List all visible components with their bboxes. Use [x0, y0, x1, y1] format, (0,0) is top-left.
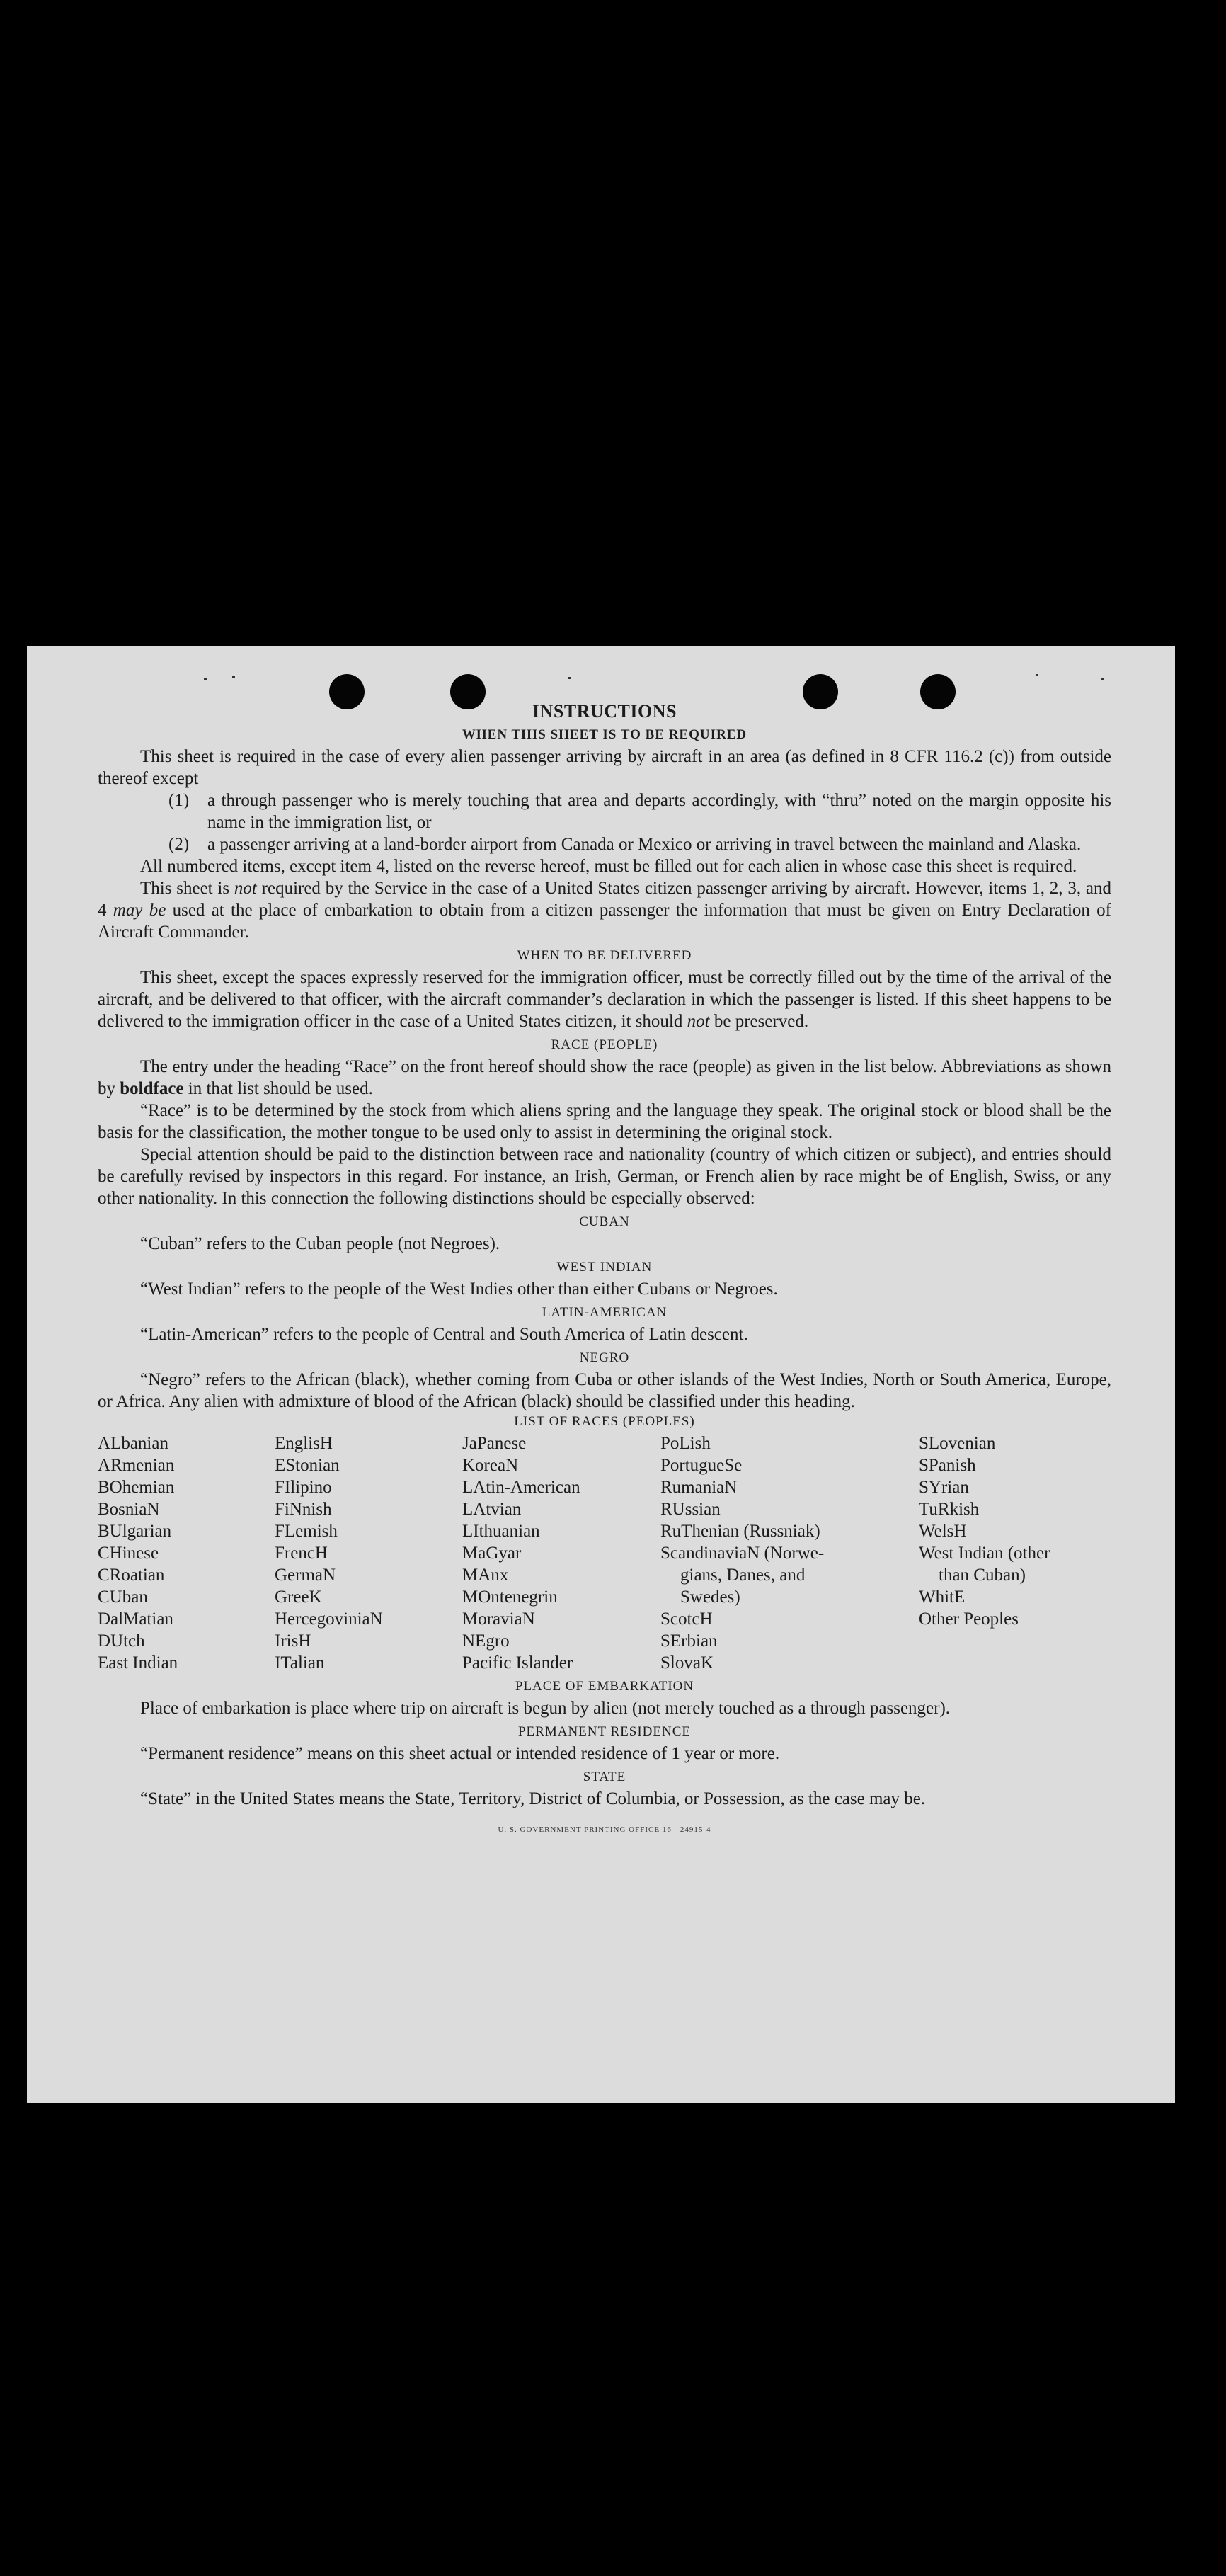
cuban-text: “Cuban” refers to the Cuban people (not Negroes). [140, 1234, 500, 1253]
race-entry: BUlgarian [98, 1522, 172, 1541]
when-required-intro: This sheet is required in the case of every alien passenger arriving by aircraft in an area (as defined in 8 CFR 116.2 (c)) from outside thereof except [98, 747, 1111, 788]
race-entry: ScotcH [660, 1609, 713, 1629]
race-entry: FiNnish [275, 1500, 332, 1519]
section-heading-west-indian: WEST INDIAN [556, 1260, 653, 1275]
race-entry: RuThenian (Russniak) [660, 1522, 820, 1541]
text-run: used at the place of embarkation to obtain from a citizen passenger the information that must be given on Entry Declaration of Aircraft Commander. [98, 901, 1112, 942]
race-entry: IrisH [275, 1631, 311, 1651]
race-entry: ALbanian [98, 1434, 168, 1453]
race-entry: FIlipino [275, 1478, 332, 1497]
emphasis: may be [113, 901, 166, 920]
race-list [98, 1432, 1111, 1674]
page-title: INSTRUCTIONS [532, 701, 677, 722]
section-heading-when-delivered: WHEN TO BE DELIVERED [517, 948, 692, 963]
race-entry: LAtin-American [462, 1478, 580, 1497]
item-number: (2) [168, 835, 190, 854]
race-entry: West Indian (other [919, 1544, 1050, 1563]
race-entry: DalMatian [98, 1609, 173, 1629]
race-para1 [98, 1056, 1111, 1100]
race-entry: Other Peoples [919, 1609, 1019, 1629]
speck [1036, 674, 1038, 676]
state-text: “State” in the United States means the State, Territory, District of Columbia, or Possession, as the case may be. [140, 1789, 926, 1808]
text-run: The entry under the heading “Race” on the front hereof should show the race (people) as given in the list below. Abbreviations as shown by [98, 1057, 1111, 1098]
section-heading-cuban: CUBAN [579, 1214, 630, 1229]
race-entry: ARmenian [98, 1456, 175, 1475]
when-delivered-para [98, 967, 1111, 1032]
race-entry: JaPanese [462, 1434, 527, 1453]
item-text: a passenger arriving at a land-border airport from Canada or Mexico or arriving in travel between the mainland and Alaska. [207, 835, 1082, 854]
race-entry: NEgro [462, 1631, 510, 1651]
latin-american-text: “Latin-American” refers to the people of Central and South America of Latin descent. [140, 1325, 748, 1344]
section-heading-latin-american: LATIN-AMERICAN [542, 1305, 668, 1320]
text-run: This sheet, except the spaces expressly reserved for the immigration officer, must be correctly filled out by the time of the arrival of the aircraft, and be delivered to that officer, with the aircraft commander’s declaration in which the passenger is listed. If this sheet happens to be delivered to the immigration officer in the case of a United States citizen, it should [98, 968, 1111, 1031]
race-entry: MOntenegrin [462, 1588, 558, 1607]
speck [232, 676, 235, 678]
when-required-para3 [98, 877, 1111, 943]
text-run: This sheet is [140, 879, 234, 898]
printing-office-footer: U. S. GOVERNMENT PRINTING OFFICE 16—24915-4 [498, 1825, 711, 1834]
bold-text: boldface [120, 1079, 184, 1098]
section-heading-residence: PERMANENT RESIDENCE [517, 1724, 692, 1739]
race-entry: gians, Danes, and [680, 1566, 806, 1585]
item-number: (1) [168, 791, 190, 810]
race-para2: “Race” is to be determined by the stock from which aliens spring and the language they speak. The original stock or blood shall be the basis for the classification, the mother tongue to be used only to assist in determining the original stock. [98, 1101, 1111, 1142]
section-heading-when-required: WHEN THIS SHEET IS TO BE REQUIRED [462, 727, 747, 742]
race-entry: CHinese [98, 1544, 159, 1563]
race-entry: WhitE [919, 1588, 966, 1607]
punch-hole [803, 674, 838, 709]
race-entry: Pacific Islander [462, 1653, 573, 1672]
race-entry: GermaN [275, 1566, 336, 1585]
text-run: required by the Service in the case of a United States citizen passenger arriving by aircraft. However, items 1, 2, 3, and 4 [98, 879, 1111, 920]
speck [568, 677, 571, 679]
race-entry: RumaniaN [660, 1478, 738, 1497]
list-item [98, 833, 1111, 855]
race-column [98, 1432, 275, 1674]
race-entry: CRoatian [98, 1566, 165, 1585]
race-column [462, 1432, 660, 1674]
race-entry: RUssian [660, 1500, 721, 1519]
race-entry: EnglisH [275, 1434, 333, 1453]
item-text: a through passenger who is merely touching that area and departs accordingly, with “thru” noted on the margin opposite his name in the immigration list, or [207, 791, 1111, 832]
punch-hole [450, 674, 486, 709]
race-column [660, 1432, 919, 1674]
race-entry: ScandinaviaN (Norwe- [660, 1544, 825, 1563]
when-required-para2: All numbered items, except item 4, listed on the reverse hereof, must be filled out for each alien in whose case this sheet is required. [140, 857, 1077, 876]
race-entry: EStonian [275, 1456, 340, 1475]
race-entry: SLovenian [919, 1434, 996, 1453]
section-heading-list-of-races: LIST OF RACES (PEOPLES) [514, 1414, 695, 1429]
race-para3: Special attention should be paid to the distinction between race and nationality (country of which citizen or subject), and entries should be carefully revised by inspectors in this regard. For instance, an Irish, German, or French alien by race might be of English, Swiss, or any other nationality. In this connection the following distinctions should be especially observed: [98, 1145, 1111, 1208]
race-entry: PortugueSe [660, 1456, 743, 1475]
race-entry: SPanish [919, 1456, 976, 1475]
residence-text: “Permanent residence” means on this sheet actual or intended residence of 1 year or more. [140, 1744, 780, 1763]
race-entry: MoraviaN [462, 1609, 535, 1629]
list-item [98, 790, 1111, 833]
instruction-sheet [27, 646, 1175, 2103]
speck [1101, 678, 1104, 680]
race-entry: MaGyar [462, 1544, 522, 1563]
punch-hole [920, 674, 956, 709]
section-heading-negro: NEGRO [579, 1350, 630, 1365]
race-entry: LAtvian [462, 1500, 522, 1519]
race-entry: East Indian [98, 1653, 178, 1672]
race-entry: Swedes) [680, 1588, 740, 1607]
speck [204, 678, 207, 680]
race-entry: ITalian [275, 1653, 325, 1672]
emphasis: not [234, 879, 257, 898]
section-heading-race: RACE (PEOPLE) [551, 1037, 658, 1052]
emphasis: not [687, 1012, 710, 1031]
race-entry: PoLish [660, 1434, 711, 1453]
race-entry: SErbian [660, 1631, 718, 1651]
section-heading-state: STATE [583, 1769, 626, 1784]
race-entry: WelsH [919, 1522, 967, 1541]
race-column [919, 1432, 1103, 1674]
race-entry: FLemish [275, 1522, 338, 1541]
race-column [275, 1432, 462, 1674]
text-run: in that list should be used. [183, 1079, 373, 1098]
text-run: be preserved. [709, 1012, 809, 1031]
negro-text: “Negro” refers to the African (black), whether coming from Cuba or other islands of the West Indies, North or South America, Europe, or Africa. Any alien with admixture of blood of the African (black) should be classified under this heading. [98, 1370, 1111, 1411]
race-entry: SlovaK [660, 1653, 714, 1672]
embarkation-text: Place of embarkation is place where trip on aircraft is begun by alien (not merely touched as a through passenger). [140, 1699, 951, 1718]
race-entry: HercegoviniaN [275, 1609, 383, 1629]
race-entry: GreeK [275, 1588, 322, 1607]
race-entry: than Cuban) [939, 1566, 1026, 1585]
race-entry: MAnx [462, 1566, 509, 1585]
race-entry: LIthuanian [462, 1522, 540, 1541]
section-heading-embarkation: PLACE OF EMBARKATION [515, 1679, 694, 1694]
race-entry: FrencH [275, 1544, 328, 1563]
west-indian-text: “West Indian” refers to the people of the West Indies other than either Cubans or Negroes. [140, 1280, 778, 1299]
race-entry: CUban [98, 1588, 148, 1607]
race-entry: BOhemian [98, 1478, 175, 1497]
race-entry: DUtch [98, 1631, 145, 1651]
punch-hole [329, 674, 365, 709]
race-entry: SYrian [919, 1478, 969, 1497]
race-entry: KoreaN [462, 1456, 519, 1475]
race-entry: BosniaN [98, 1500, 160, 1519]
race-entry: TuRkish [919, 1500, 980, 1519]
